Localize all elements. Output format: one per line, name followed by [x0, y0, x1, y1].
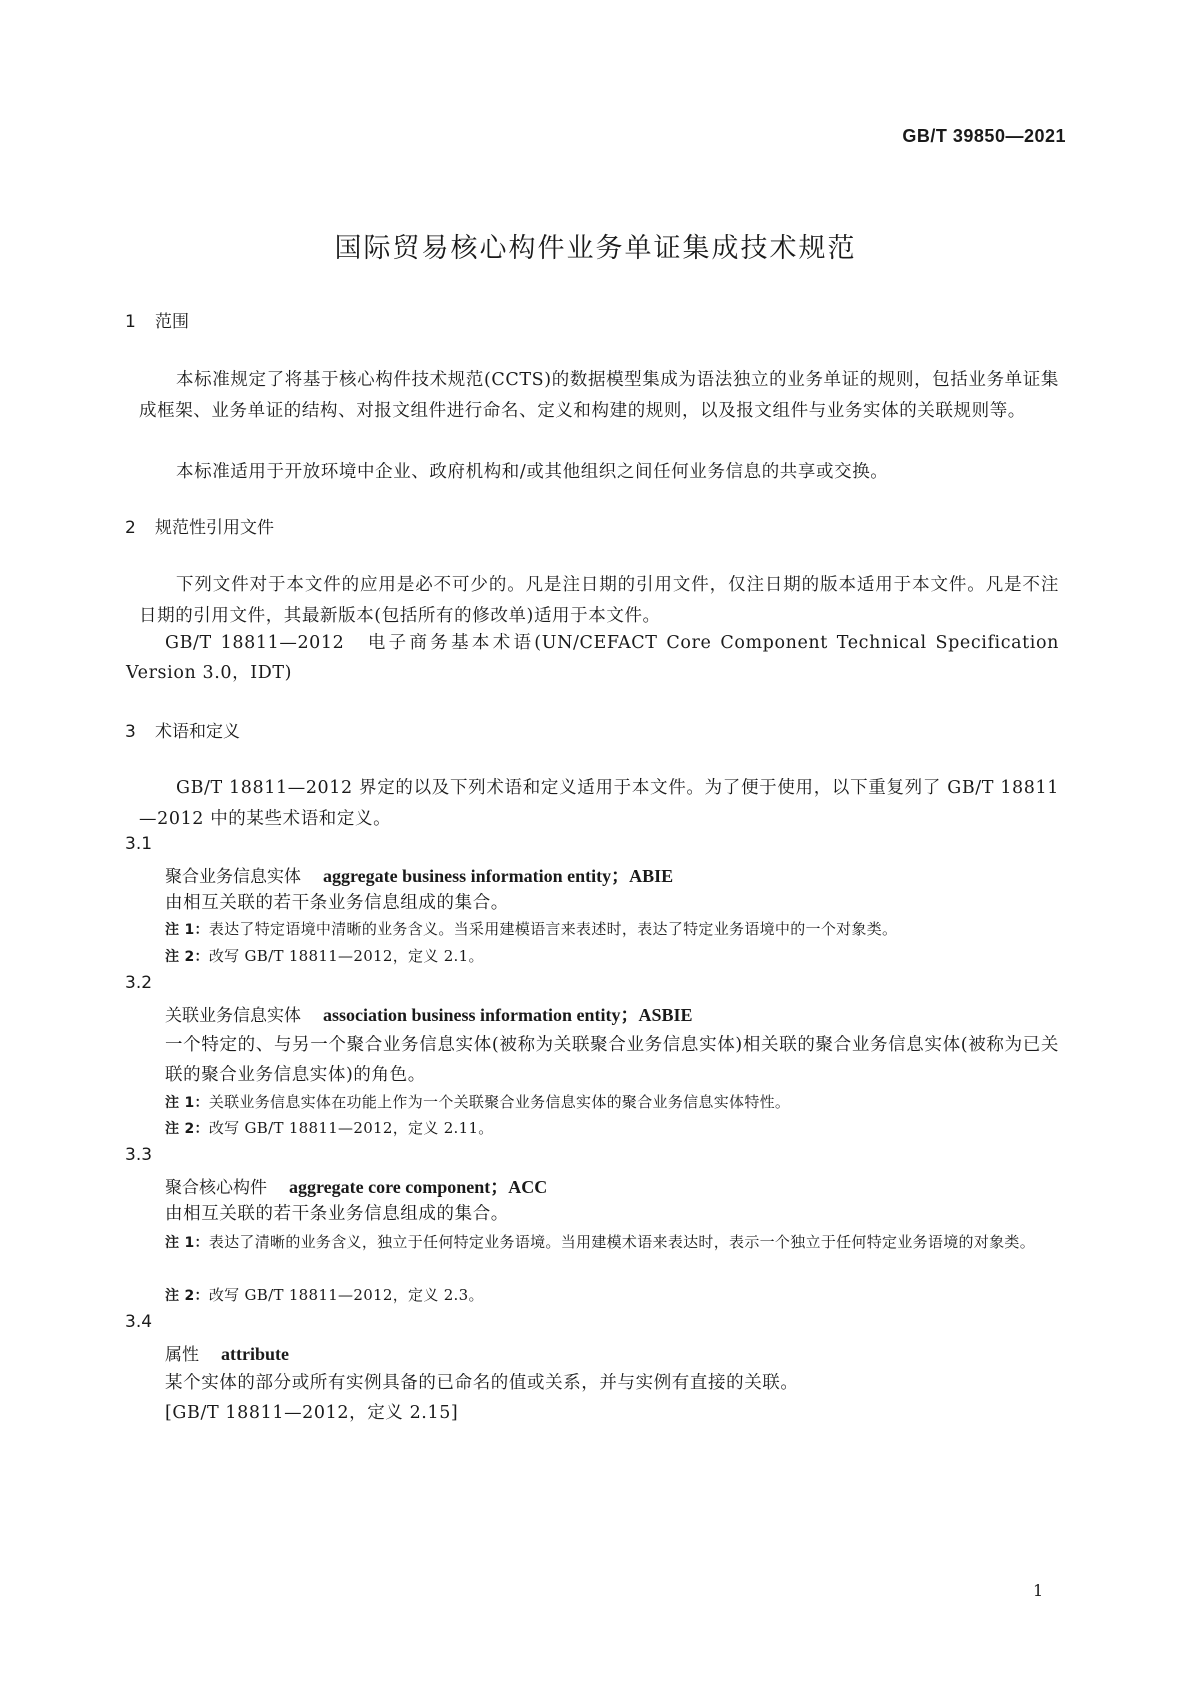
note-text: 关联业务信息实体在功能上作为一个关联聚合业务信息实体的聚合业务信息实体特性。 — [208, 1093, 791, 1111]
note-text: 改写 GB/T 18811—2012，定义 2.1。 — [208, 947, 484, 965]
note-label: 注 2： — [165, 1288, 209, 1304]
term-en: association business information entity；ASBIE — [323, 1005, 693, 1025]
term-entry — [165, 862, 673, 888]
note-text: 改写 GB/T 18811—2012，定义 2.11。 — [208, 1119, 494, 1137]
term-zh: 聚合核心构件 — [165, 1178, 267, 1198]
page-number: 1 — [1033, 1581, 1044, 1600]
term-definition-text: 一个特定的、与另一个聚合业务信息实体(被称为关联聚合业务信息实体)相关联的聚合业务信息实体(被称为已关联的聚合业务信息实体)的角色。 — [165, 1035, 1059, 1085]
note-label: 注 1： — [165, 1095, 209, 1111]
term-en: aggregate core component；ACC — [289, 1177, 548, 1197]
term-en: attribute — [221, 1344, 289, 1364]
term-source: [GB/T 18811—2012，定义 2.15] — [165, 1403, 459, 1423]
paragraph-normative-references: 下列文件对于本文件的应用是必不可少的。凡是注日期的引用文件，仅注日期的版本适用于本文件。凡是不注日期的引用文件，其最新版本(包括所有的修改单)适用于本文件。 — [139, 575, 1059, 626]
term-entry — [165, 1001, 693, 1027]
clause-number: 3.2 — [125, 973, 153, 993]
note-label: 注 1： — [165, 1235, 209, 1251]
term-definition: 由相互关联的若干条业务信息组成的集合。 — [165, 1204, 509, 1224]
note-text: 表达了特定语境中清晰的业务含义。当采用建模语言来表述时，表达了特定业务语境中的一个对象类。 — [208, 920, 898, 938]
clause-number: 3.3 — [125, 1145, 153, 1165]
section-title: 规范性引用文件 — [155, 518, 274, 538]
term-entry — [165, 1340, 289, 1365]
term-definition: 由相互关联的若干条业务信息组成的集合。 — [165, 893, 509, 913]
term-note — [165, 1117, 494, 1138]
term-definition: 某个实体的部分或所有实例具备的已命名的值或关系，并与实例有直接的关联。 — [165, 1373, 799, 1393]
term-definition — [165, 1030, 1059, 1090]
term-zh: 关联业务信息实体 — [165, 1006, 301, 1026]
clause-number: 3.4 — [125, 1312, 153, 1332]
note-text: 表达了清晰的业务含义，独立于任何特定业务语境。当用建模术语来表达时，表示一个独立于任何特定业务语境的对象类。 — [208, 1233, 1036, 1251]
term-zh: 聚合业务信息实体 — [165, 867, 301, 887]
note-label: 注 2： — [165, 949, 209, 965]
term-note — [165, 918, 897, 939]
term-entry — [165, 1173, 547, 1199]
section-heading-3 — [125, 717, 240, 742]
paragraph-terms-intro: GB/T 18811—2012 界定的以及下列术语和定义适用于本文件。为了便于使用，以下重复列了 GB/T 18811—2012 中的某些术语和定义。 — [139, 778, 1059, 829]
section-number: 2 — [125, 518, 136, 538]
note-label: 注 2： — [165, 1121, 209, 1137]
section-heading-2 — [125, 513, 274, 538]
section-heading-1 — [125, 307, 189, 332]
clause-number: 3.1 — [125, 834, 153, 854]
reference-line-2: Version 3.0，IDT) — [126, 663, 293, 683]
term-note — [165, 1229, 1059, 1256]
term-note — [165, 945, 484, 966]
term-en: aggregate business information entity；ABIE — [323, 866, 674, 886]
reference-line-1: GB/T 18811—2012 电子商务基本术语(UN/CEFACT Core Component Technical Specification — [165, 633, 1059, 653]
standard-number: GB/T 39850—2021 — [902, 126, 1066, 146]
term-zh: 属性 — [165, 1345, 199, 1365]
document-title: 国际贸易核心构件业务单证集成技术规范 — [334, 233, 857, 264]
paragraph-scope-1: 本标准规定了将基于核心构件技术规范(CCTS)的数据模型集成为语法独立的业务单证的规则，包括业务单证集成框架、业务单证的结构、对报文组件进行命名、定义和构建的规则，以及报文组件与业务实体的关联规则等。 — [139, 370, 1059, 421]
section-number: 3 — [125, 722, 136, 742]
section-title: 术语和定义 — [155, 722, 240, 742]
term-note — [165, 1091, 790, 1112]
paragraph-scope-2: 本标准适用于开放环境中企业、政府机构和/或其他组织之间任何业务信息的共享或交换。 — [176, 462, 889, 482]
note-text: 改写 GB/T 18811—2012，定义 2.3。 — [208, 1286, 484, 1304]
section-title: 范围 — [155, 312, 189, 332]
section-number: 1 — [125, 312, 136, 332]
term-note — [165, 1284, 484, 1305]
note-label: 注 1： — [165, 922, 209, 938]
